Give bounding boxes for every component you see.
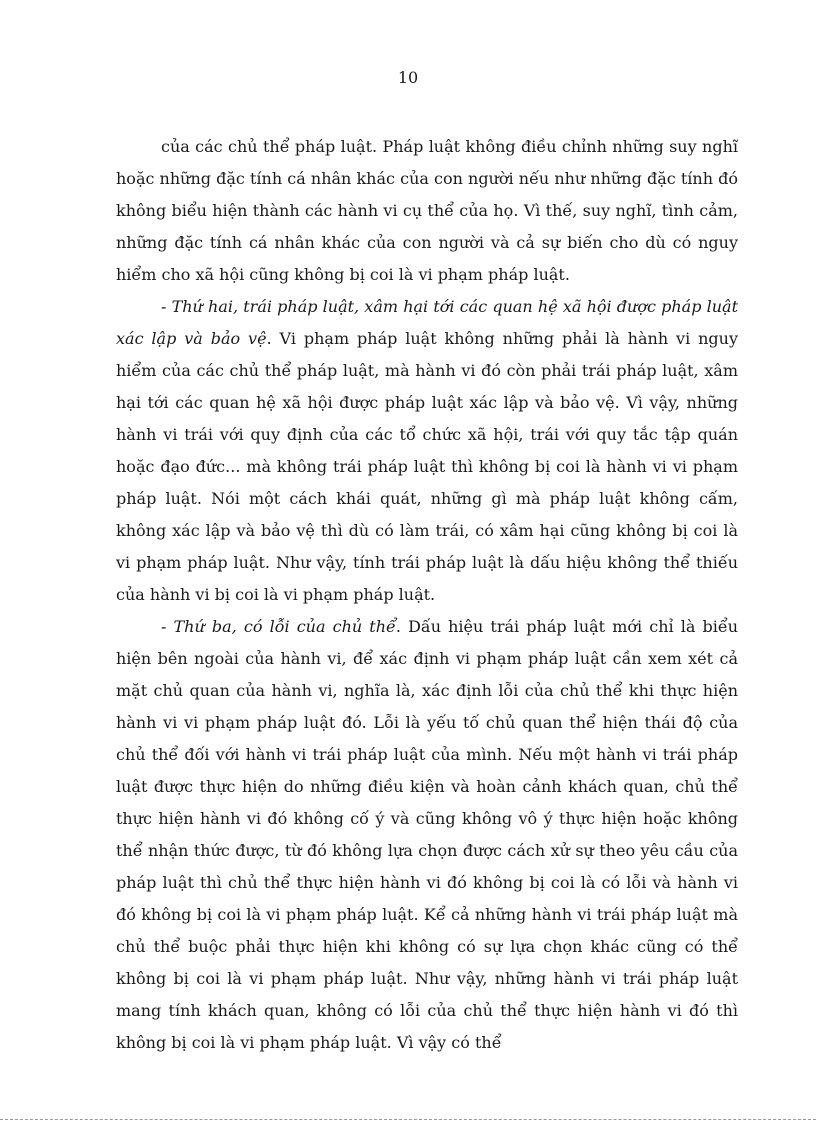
body-text: [116, 131, 738, 1059]
page-number: 10: [397, 68, 419, 87]
paragraph-1: [116, 131, 738, 291]
paragraph-2-heading: - Thứ hai, trái pháp luật, xâm hại tới các quan hệ xã hội được pháp luật xác lập và bảo vệ: [116, 297, 738, 348]
paragraph-1-text: của các chủ thể pháp luật. Pháp luật không điều chỉnh những suy nghĩ hoặc những đặc tính cá nhân khác của con người nếu như những đặc tính đó không biểu hiện thành các hành vi cụ thể của họ. Vì thế, suy nghĩ, tình cảm, những đặc tính cá nhân khác của con người và cả sự biến cho dù có nguy hiểm cho xã hội cũng không bị coi là vi phạm pháp luật.: [116, 137, 738, 284]
paragraph-3-heading: - Thứ ba, có lỗi của chủ thể: [161, 617, 396, 636]
paragraph-2-text: . Vi phạm pháp luật không những phải là hành vi nguy hiểm của các chủ thể pháp luật, mà hành vi đó còn phải trái pháp luật, xâm hại tới các quan hệ xã hội được pháp luật xác lập và bảo vệ. Vì vậy, những hành vi trái với quy định của các tổ chức xã hội, trái với quy tắc tập quán hoặc đạo đức... mà không trái pháp luật thì không bị coi là hành vi vi phạm pháp luật. Nói một cách khái quát, những gì mà pháp luật không cấm, không xác lập và bảo vệ thì dù có làm trái, có xâm hại cũng không bị coi là vi phạm pháp luật. Như vậy, tính trái pháp luật là dấu hiệu không thể thiếu của hành vi bị coi là vi phạm pháp luật.: [116, 329, 739, 604]
paragraph-2: [116, 291, 738, 611]
paragraph-3-text: . Dấu hiệu trái pháp luật mới chỉ là biểu hiện bên ngoài của hành vi, để xác định vi phạm pháp luật cần xem xét cả mặt chủ quan của hành vi, nghĩa là, xác định lỗi của chủ thể khi thực hiện hành vi vi phạm pháp luật đó. Lỗi là yếu tố chủ quan thể hiện thái độ của chủ thể đối với hành vi trái pháp luật của mình. Nếu một hành vi trái pháp luật được thực hiện do những điều kiện và hoàn cảnh khách quan, chủ thể thực hiện hành vi đó không cố ý và cũng không vô ý thực hiện hoặc không thể nhận thức được, từ đó không lựa chọn được cách xử sự theo yêu cầu của pháp luật thì chủ thể thực hiện hành vi đó không bị coi là có lỗi và hành vi đó không bị coi là vi phạm pháp luật. Kể cả những hành vi trái pháp luật mà chủ thể buộc phải thực hiện khi không có sự lựa chọn khác cũng có thể không bị coi là vi phạm pháp luật. Như vậy, những hành vi trái pháp luật mang tính khách quan, không có lỗi của chủ thể thực hiện hành vi đó thì không bị coi là vi phạm pháp luật. Vì vậy có thể: [116, 617, 738, 1052]
paragraph-3: [116, 611, 738, 1059]
page-bottom-border: [0, 1119, 816, 1120]
